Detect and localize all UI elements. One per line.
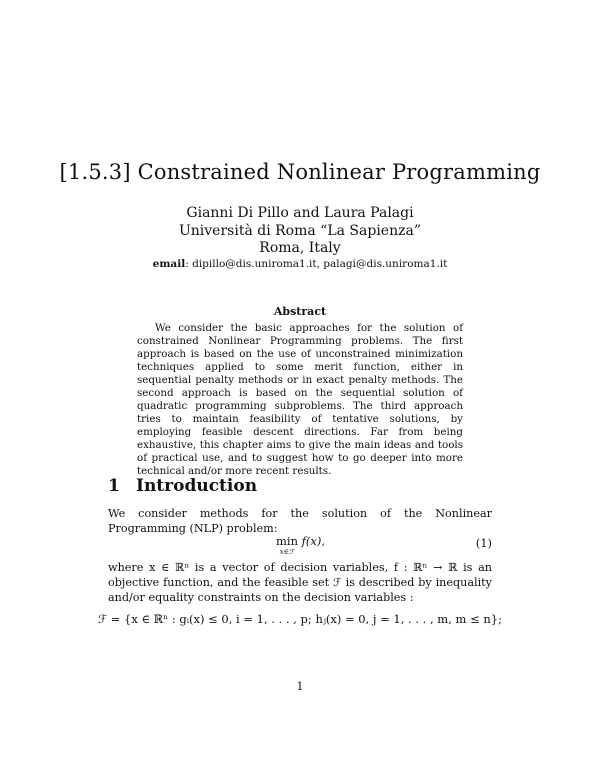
- section-number: 1: [108, 476, 120, 496]
- location: Roma, Italy: [259, 240, 341, 256]
- section-heading: [108, 476, 257, 496]
- authors: Gianni Di Pillo and Laura Palagi: [186, 205, 414, 221]
- intro-text: We consider methods for the solution of the Nonlinear Programming (NLP) problem:: [108, 507, 492, 535]
- page-number: 1: [296, 680, 304, 693]
- eq1-label: (1): [475, 536, 492, 550]
- eq1-body: f(x),: [301, 534, 326, 548]
- after-eq1-paragraph: [108, 560, 492, 605]
- email-label: email: [152, 258, 186, 270]
- after-eq1-text: where x ∈ ℝⁿ is a vector of decision variables, f : ℝⁿ → ℝ is an objective function, and the feasible set ℱ is described by inequality and/or equality constraints on the decision variables :: [108, 561, 492, 604]
- email-addresses: : dipillo@dis.uniroma1.it, palagi@dis.uniroma1.it: [185, 258, 448, 270]
- abstract-body: [137, 322, 463, 478]
- intro-paragraph: [108, 506, 492, 536]
- section-title: Introduction: [136, 476, 258, 496]
- eq1-min-text: min: [276, 534, 298, 548]
- paper-title: [1.5.3] Constrained Nonlinear Programming: [59, 160, 541, 184]
- abstract-paragraph: We consider the basic approaches for the solution of constrained Nonlinear Programming problems. The first approach is based on the use of unconstrained minimization techniques applied to some merit function, either in sequential penalty methods or in exact penalty methods. The second approach is based on the sequential solution of quadratic programming subproblems. The third approach tries to maintain feasibility of tentative solutions, by employing feasible descent directions. Far from being exhaustive, this chapter aims to give the main ideas and tools of practical use, and to suggest how to go deeper into more technical and/or more recent results.: [137, 322, 463, 477]
- equation-1: [108, 534, 492, 560]
- affiliation: Università di Roma “La Sapienza”: [178, 223, 421, 239]
- equation-feasible-set: ℱ = {x ∈ ℝⁿ : gᵢ(x) ≤ 0, i = 1, . . . , p; hⱼ(x) = 0, j = 1, . . . , m, m ≤ n};: [98, 612, 502, 626]
- abstract-heading: Abstract: [273, 305, 327, 318]
- eq1-subscript: x∈ℱ: [279, 548, 295, 556]
- email-line: [0, 258, 600, 270]
- eq1-min-operator: [276, 534, 298, 556]
